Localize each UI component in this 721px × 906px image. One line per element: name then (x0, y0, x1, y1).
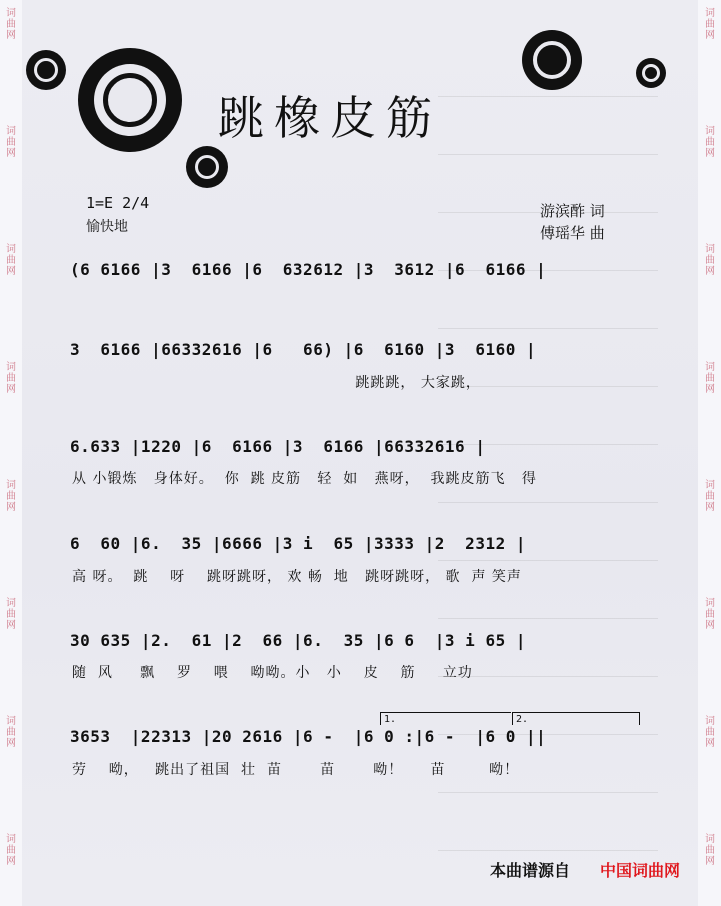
side-watermark-right-6: 词 曲 网 (705, 716, 715, 749)
side-watermark-right-3: 词 曲 网 (705, 362, 715, 395)
side-watermark-left-4: 词 曲 网 (6, 480, 16, 513)
volta-second-ending: 2. (512, 712, 640, 725)
composer-credit: 傅瑶华 曲 (540, 224, 605, 242)
lyrics-row-6: 劳 呦， 跳出了祖国 壮 苗 苗 呦！ 苗 呦！ (72, 762, 520, 778)
side-watermark-right-2: 词 曲 网 (705, 244, 715, 277)
key-signature: 1=E 2/4 (86, 194, 150, 212)
side-watermark-right-5: 词 曲 网 (705, 598, 715, 631)
lyrics-row-2: 跳跳跳， 大家跳， (72, 375, 481, 391)
side-watermark-left-5: 词 曲 网 (6, 598, 16, 631)
side-watermark-left-2: 词 曲 网 (6, 244, 16, 277)
side-watermark-left-1: 词 曲 网 (6, 126, 16, 159)
side-watermark-left-6: 词 曲 网 (6, 716, 16, 749)
side-watermark-left-7: 词 曲 网 (6, 834, 16, 867)
ring-small-left-inner (34, 58, 58, 82)
ring-right-small-inner (642, 64, 660, 82)
side-watermark-left-0: 词 曲 网 (6, 8, 16, 41)
lyricist-credit: 游滨酢 词 (540, 202, 605, 220)
notation-row-1: (6 6166 |3 6166 |6 632612 |3 3612 |6 6166 | (70, 260, 547, 279)
lyrics-row-3: 从 小锻炼 身体好。 你 跳 皮筋 轻 如 燕呀， 我跳皮筋飞 得 (72, 471, 537, 487)
side-watermark-right-1: 词 曲 网 (705, 126, 715, 159)
right-watermark-strip (699, 0, 721, 906)
notation-row-4: 6 60 |6. 35 |6666 |3 i 65 |3333 |2 2312 | (70, 534, 526, 553)
ring-large-core (103, 73, 157, 127)
ring-right-top-inner (533, 41, 571, 79)
left-watermark-strip (0, 0, 22, 906)
notation-row-5: 30 635 |2. 61 |2 66 |6. 35 |6 6 |3 i 65 | (70, 631, 526, 650)
site-name: 中国词曲网 (600, 861, 681, 880)
source-label: 本曲谱源自 (490, 861, 571, 880)
notation-row-3: 6.633 |1220 |6 6166 |3 6166 |66332616 | (70, 437, 486, 456)
ring-mid-inner (195, 155, 219, 179)
notation-row-6: 3653 |22313 |20 2616 |6 - |6 0 :|6 - |6 0 || (70, 727, 547, 746)
song-title: 跳橡皮筋 (218, 91, 442, 145)
lyrics-row-5: 随 风 飘 罗 喂 呦呦。小 小 皮 筋 立功 (72, 665, 473, 681)
lyrics-row-4: 高 呀。 跳 呀 跳呀跳呀， 欢 畅 地 跳呀跳呀， 歌 声 笑声 (72, 569, 522, 585)
side-watermark-left-3: 词 曲 网 (6, 362, 16, 395)
volta-first-ending: 1. (380, 712, 511, 725)
notation-row-2: 3 6166 |66332616 |6 66) |6 6160 |3 6160 | (70, 340, 537, 359)
side-watermark-right-4: 词 曲 网 (705, 480, 715, 513)
side-watermark-right-0: 词 曲 网 (705, 8, 715, 41)
tempo-marking: 愉快地 (86, 219, 128, 235)
side-watermark-right-7: 词 曲 网 (705, 834, 715, 867)
